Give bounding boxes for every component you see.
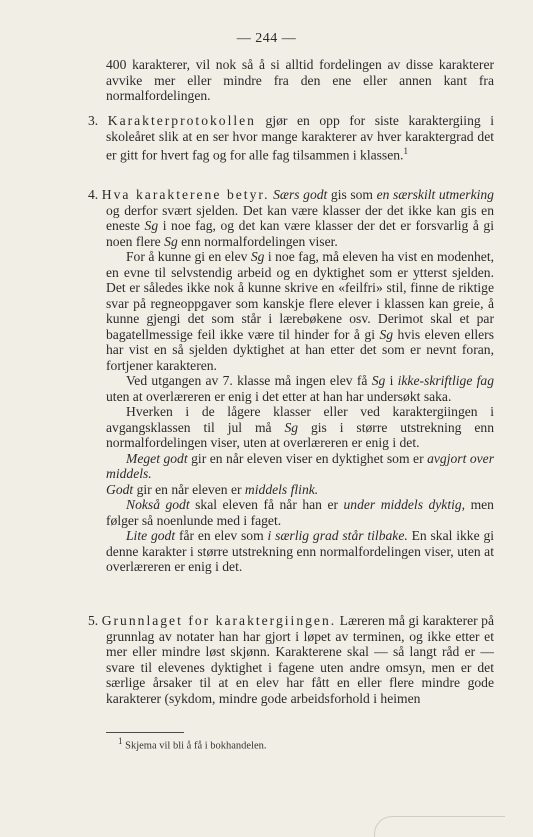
lite-3: i særlig grad står tilbake.: [267, 528, 408, 543]
item-4-body-6: i noe fag, og det kan være klasser der det er forsvarlig å gi noen flere: [106, 218, 494, 249]
footnote: [118, 735, 267, 753]
item-4-body-3: en særskilt utmerking: [376, 187, 494, 202]
item-3-paragraph: [88, 113, 494, 163]
godt-1: Godt: [106, 481, 134, 497]
section-5: [88, 613, 494, 706]
item-5-title: Grunnlaget for karaktergiingen.: [101, 613, 337, 628]
ved-1: Ved utgangen av 7. klasse må ingen elev få: [126, 373, 368, 388]
page-number-header: — 244 —: [236, 31, 297, 46]
meget-1: Meget godt: [126, 450, 188, 466]
for-sg: Sg: [250, 249, 265, 264]
item-4-body-4: og derfor svært sjelden. Det kan være klasser der det ikke kan gis en eneste: [106, 202, 494, 233]
lite-4: En skal ikke gi denne karakter i større utstrekning enn normalfordelingen viser, uten at overlæreren er enig i det.: [106, 528, 495, 574]
for-sg-2: Sg: [379, 326, 394, 342]
item-5-number: 5.: [88, 613, 99, 628]
item-3-title: Karakterprotokollen: [107, 113, 256, 128]
item-5-body: Læreren må gi karakterer på grunnlag av notater han har gjort i løpet av terminen, og ikke etter et mer eller mindre løst skjønn. Karakterene skal — så langt råd er — svare til elevenes dyktighet i fagene uten andre omsyn, men er det særlige årsaker til at en elev har fått en eller flere mindre gode karakterer (sykdom, mindre gode arbeidsforhold i heimen: [106, 613, 494, 706]
body-text: [106, 57, 494, 104]
item-4-title: Hva karakterene betyr.: [101, 187, 270, 202]
section-4: [88, 187, 495, 575]
ved-3: ikke-skriftlige fag: [397, 373, 494, 388]
item-5-paragraph: [88, 613, 494, 706]
lite-2: får en elev som: [178, 528, 264, 543]
item-4-number: 4.: [88, 187, 99, 202]
item-3-number: 3.: [88, 113, 99, 128]
item-4-body-8: enn normalfordelingen viser.: [181, 233, 338, 249]
footnote-separator: [106, 732, 184, 733]
nokså-3: under middels dyktig,: [343, 497, 466, 512]
for-rest: i noe fag, må eleven ha vist en modenhet, en evne til selvstendig arbeid og en dyktighet som er ytterst sjelden. Det er således ikke nok å kunne skrive en «feilfri» stil, finne de riktige svar på regneoppgaver som kanskje flere elever i klassen kan greie, å kunne gjengi det som står i lærebøkene osv. Derimot skal et par bagatellmessige feil ikke være til hinder for å gi: [106, 249, 494, 342]
item-3-body: gjør en opp for siste karaktergiing i skoleåret slik at en ser hvor mange karakterer av hver karaktergrad det er gitt for hvert fag og for alle fag tilsammen i klassen.: [106, 113, 494, 163]
ved-4: uten at overlæreren er enig i det etter at han har undersøkt saka.: [106, 388, 452, 404]
meget-2: gir en når eleven viser en dyktighet som er: [191, 450, 424, 466]
godt-3: middels flink.: [244, 481, 319, 497]
hverken-1: Hverken i de lågere klasser eller ved karaktergiingen i avgangsklassen til jul må: [106, 404, 494, 435]
item-4-paragraph: [88, 187, 494, 249]
sg-label: Særs godt: [273, 187, 328, 202]
lite-1: Lite godt: [126, 528, 176, 543]
meget-3: avgjort over middels.: [106, 450, 495, 481]
paragraph-godt: [106, 482, 494, 498]
paragraph-meget: [106, 451, 494, 482]
section-3: [88, 113, 494, 163]
for-1: For å kunne gi en elev: [126, 249, 248, 264]
ved-2: i: [389, 373, 394, 388]
paragraph-hverken: [106, 404, 494, 451]
intro-paragraph: 400 karakterer, vil nok så å si alltid fordelingen av disse karakterer avvike mer eller mindre fra den ene eller annen kant fra normalfordelingen.: [106, 57, 494, 103]
item-4-body-7: Sg: [164, 233, 178, 249]
nokså-4: men følger så noenlunde med i faget.: [106, 497, 494, 528]
nokså-2: skal eleven få når han er: [195, 497, 339, 512]
nokså-1: Nokså godt: [126, 497, 190, 512]
godt-2: gir en når eleven er: [136, 481, 242, 497]
paragraph-for: [106, 249, 494, 373]
item-4-body-5: Sg: [144, 218, 159, 233]
footnote-number: 1: [118, 736, 123, 746]
for-rest-2: hvis eleven ellers har vist en så sjelden dyktighet at han etter det som er nevnt foran, fortjener karakteren.: [106, 326, 494, 373]
item-4-body-2: gis som: [330, 187, 373, 202]
footnote-text: Skjema vil bli å få i bokhandelen.: [125, 740, 267, 752]
hverken-sg: Sg: [284, 419, 299, 435]
hverken-2: gis i større utstrekning enn normalfordelingen viser, uten at overlæreren er enig i det.: [106, 419, 494, 450]
footnote-marker: 1: [403, 146, 408, 156]
paragraph-ved: [106, 373, 494, 404]
paragraph-lite: [106, 528, 494, 575]
ved-sg: Sg: [371, 373, 386, 388]
paragraph-nokså: [106, 497, 494, 528]
page-corner-mark: [374, 816, 505, 837]
